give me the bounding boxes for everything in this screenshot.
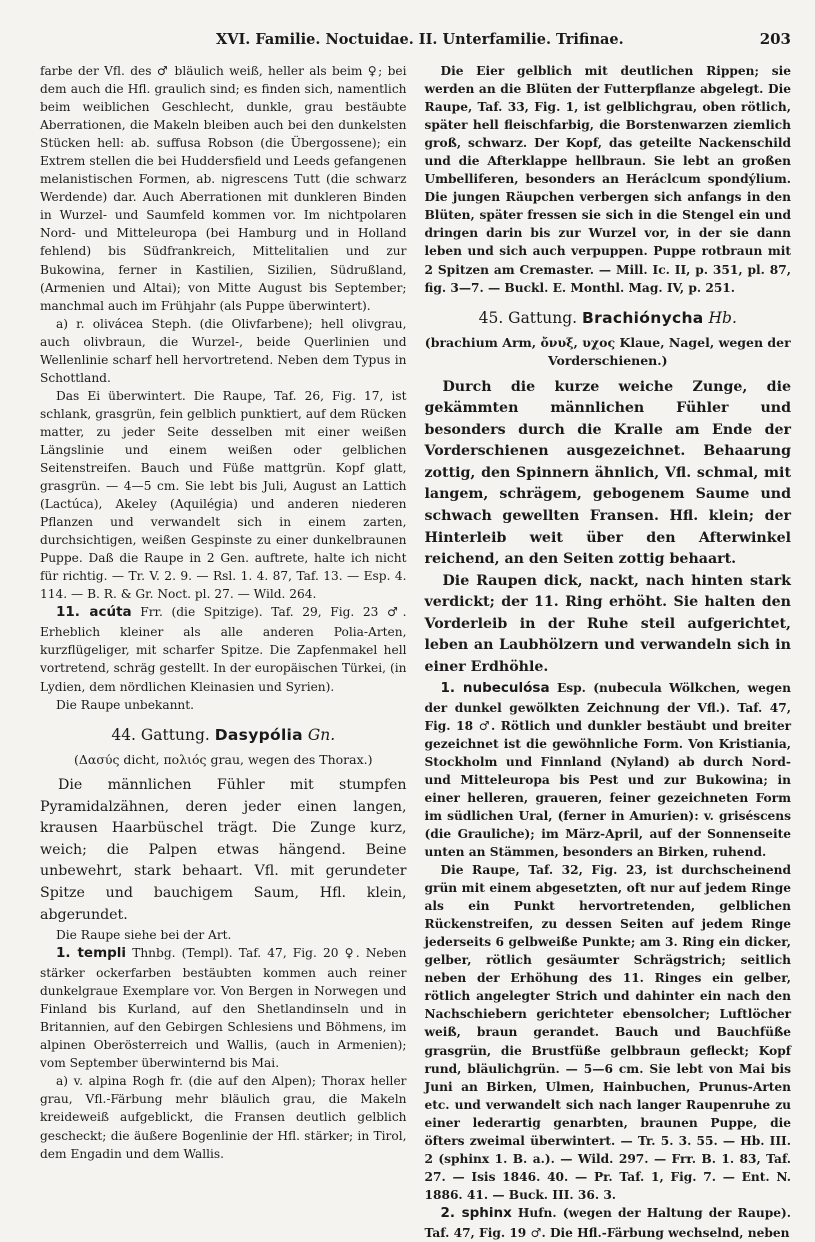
running-header xyxy=(40,30,791,62)
genus-description: Die Raupen dick, nackt, nach hinten stark verdickt; der 11. Ring erhöht. Sie halten den Vorderleib in der Ruhe steil aufgerichtet, leben an Laubhölzern und verwandeln sich in einer Erdhöhle. xyxy=(424,572,791,676)
genus-name: Dasypólia xyxy=(214,725,303,744)
genus-heading: 44. Gattung. Dasypólia Gn. xyxy=(111,725,336,744)
species-entry xyxy=(40,603,407,695)
paragraph: a) v. alpina Rogh fr. (die auf den Alpen); Thorax heller grau, Vfl.-Färbung mehr bläulich grau, die Makeln kreideweiß aufgeblickt, die Fransen deutlich gelblich gescheckt; die äußere Bogenlinie der Hfl. stärker; in Tirol, dem Engadin und dem Wallis. xyxy=(40,1074,407,1161)
genus-etymology: (brachium Arm, ὄνυξ, υχος Klaue, Nagel, wegen der Vorderschienen.) xyxy=(424,334,791,369)
page-number: 203 xyxy=(759,30,791,48)
paragraph: Die Eier gelblich mit deutlichen Rippen; sie werden an die Blüten der Futterpflanze abgelegt. Die Raupe, Taf. 33, Fig. 1, ist gelblichgrau, oben rötlich, später hell fleischfarbig, die Borstenwarzen ziemlich groß, schwarz. Der Kopf, das geteilte Nackenschild und die Afterklappe hellbraun. Sie lebt an großen Umbelliferen, besonders an Heráclcum spondýlium. Die jungen Räupchen verbergen sich anfangs in den Blüten, später fressen sie sich in die Stengel ein und dringen darin bis zur Wurzel vor, in der sie dann leben und sich auch verpuppen. Puppe rotbraun mit 2 Spitzen am Cremaster. — Mill. Ic. II, p. 351, pl. 87, fig. 3—7. — Buckl. E. Monthl. Mag. IV, p. 251. xyxy=(424,64,791,295)
species-text: Hufn. (wegen der Haltung der Raupe). Taf. 47, Fig. 19 ♂. Die Hfl.-Färbung wechselnd, neben xyxy=(424,1205,791,1240)
genus-name: Brachiónycha xyxy=(582,308,704,327)
paragraph: Das Ei überwintert. Die Raupe, Taf. 26, Fig. 17, ist schlank, grasgrün, fein gelblich punktiert, auf dem Rücken matter, zu jeder Seite desselben mit einer weißen Längslinie und einem weißen oder gelblichen Seitenstreifen. Bauch und Füße mattgrün. Kopf glatt, grasgrün. — 4—5 cm. Sie lebt bis Juli, August an Lattich (Lactúca), Akeley (Aquilégia) und anderen niederen Pflanzen und verwandelt sich in einem zarten, durchsichtigen, weißen Gespinste zu einer dunkelbraunen Puppe. Daß die Raupe in 2 Gen. auftrete, halte ich nicht für richtig. — Tr. V. 2. 9. — Rsl. 1. 4. 87, Taf. 13. — Esp. 4. 114. — B. R. & Gr. Noct. pl. 27. — Wild. 264. xyxy=(40,388,407,602)
running-title: XVI. Familie. Noctuidae. II. Unterfamilie. Trifinae. xyxy=(215,31,624,48)
species-text: Thnbg. (Templ). Taf. 47, Fig. 20 ♀. Neben stärker ockerfarben bestäubten kommen auch reiner dunkelgraue Exemplare vor. Von Bergen in Norwegen und Finland bis Kurland, auf den Shetlandinseln und in Britannien, auf den Gebirgen Schlesiens und Böhmens, im alpinen Oberösterreich und Wallis, (auch in Armenien); vom September überwinternd bis Mai. xyxy=(40,946,407,1071)
species-name: 2. sphinx xyxy=(440,1204,512,1221)
right-column xyxy=(425,62,792,1242)
species-name: 1. templi xyxy=(56,945,127,962)
species-entry xyxy=(425,679,792,861)
genus-etymology: (Δασύς dicht, πολιός grau, wegen des Thorax.) xyxy=(73,751,373,767)
species-entry xyxy=(40,944,407,1072)
species-text: Frr. (die Spitzige). Taf. 29, Fig. 23 ♂. Erheblich kleiner als alle anderen Polia-Arten, kurzflügeliger, mit scharfer Spitze. Die Zapfenmakel hell vortretend, schräg gestellt. In der europäischen Türkei, (in Lydien, dem nördlichen Kleinasien und Syrien). xyxy=(40,605,407,694)
paragraph: farbe der Vfl. des ♂ bläulich weiß, heller als beim ♀; bei dem auch die Hfl. graulich sind; es finden sich, namentlich beim weiblichen Geschlecht, dunkle, grau bestäubte Aberrationen, die Makeln bleiben auch bei den dunkelsten Stücken hell: ab. suffusa Robson (die Übergossene); ein Extrem stellen die bei Huddersfield und Leeds gefangenen melanistischen Formen, ab. nigrescens Tutt (die schwarz Werdende) dar. Auch Aberrationen mit dunkleren Binden in Wurzel- und Saumfeld kommen vor. Im nichtpolaren Nord- und Mitteleuropa (bei Hamburg und in Holland fehlend) bis Südfrankreich, Mittelitalien und zur Bukowina, ferner in Kastilien, Sizilien, Südrußland, (Armenien und Altai); von Mitte August bis September; manchmal auch im Frühjahr (als Puppe überwintert). xyxy=(40,64,407,313)
paragraph: Die Raupe siehe bei der Art. xyxy=(56,928,232,943)
two-column-body xyxy=(40,62,791,1242)
species-entry xyxy=(425,1204,792,1242)
species-name: 1. nubeculósa xyxy=(440,679,550,696)
left-column xyxy=(40,62,407,1242)
paragraph: Die Raupe unbekannt. xyxy=(56,697,195,712)
genus-heading: 45. Gattung. Brachiónycha Hb. xyxy=(478,308,737,327)
species-name: 11. acúta xyxy=(56,604,132,621)
genus-description: Durch die kurze weiche Zunge, die gekämmten männlichen Fühler und besonders durch die Kralle am Ende der Vorderschienen ausgezeichnet. Behaarung zottig, den Spinnern ähnlich, Vfl. schmal, mit langem, schrägem, gebogenem Saume und schwach gewellten Fransen. Hfl. klein; der Hinterleib weit über den Afterwinkel reichend, an den Seiten zottig behaart. xyxy=(424,378,791,568)
genus-description: Die männlichen Fühler mit stumpfen Pyramidalzähnen, deren jeder einen langen, krausen Haarbüschel trägt. Die Zunge kurz, weich; die Palpen etwas hängend. Beine unbewehrt, stark behaart. Vfl. mit gerundeter Spitze und bauchigem Saum, Hfl. klein, abgerundet. xyxy=(40,777,407,923)
species-text: Esp. (nubecula Wölkchen, wegen der dunkel gewölkten Zeichnung der Vfl.). Taf. 47, Fig. 18 ♂. Rötlich und dunkler bestäubt und breiter gezeichnet ist die gewöhnliche Form. Von Kristiania, Stockholm und Finnland (Nyland) ab durch Nord- und Mitteleuropa bis Pest und zur Bukowina; in einer helleren, graueren, feiner gezeichneten Form im südlichen Ural, (ferner in Amurien): v. griséscens (die Grauliche); im März-April, auf der Sonnenseite unten an Stämmen, besonders an Birken, ruhend. xyxy=(424,680,791,859)
paragraph: a) r. olivácea Steph. (die Olivfarbene); hell olivgrau, auch olivbraun, die Wurzel-, beide Querlinien und Wellenlinie scharf hell hervortretend. Neben dem Typus in Schottland. xyxy=(40,316,407,385)
paragraph: Die Raupe, Taf. 32, Fig. 23, ist durchscheinend grün mit einem abgesetzten, oft nur auf jedem Ringe als ein Punkt hervortretenden, gelblichen Rückenstreifen, zu dessen Seiten auf jedem Ringe jederseits 6 gelbweiße Punkte; am 3. Ring ein dicker, gelber, rötlich gesäumter Schrägstrich; seitlich neben der Erhöhung des 11. Ringes ein gelber, rötlich angelegter Strich und dahinter ein nach den Nachschiebern gerichteter ebensolcher; Luftlöcher weiß, braun gerandet. Bauch und Bauchfüße grasgrün, die Brustfüße gelbbraun gefleckt; Kopf rund, bläulichgrün. — 5—6 cm. Sie lebt von Mai bis Juni an Birken, Ulmen, Hainbuchen, Prunus-Arten etc. und verwandelt sich nach langer Raupenruhe zu einer lederartig genarbten, braunen Puppe, die öfters zweimal überwintert. — Tr. 5. 3. 55. — Hb. III. 2 (sphinx 1. B. a.). — Wild. 297. — Frr. B. 1. 83, Taf. 27. — Isis 1846. 40. — Pr. Taf. 1, Fig. 7. — Ent. N. 1886. 41. — Buck. III. 36. 3. xyxy=(424,863,791,1202)
